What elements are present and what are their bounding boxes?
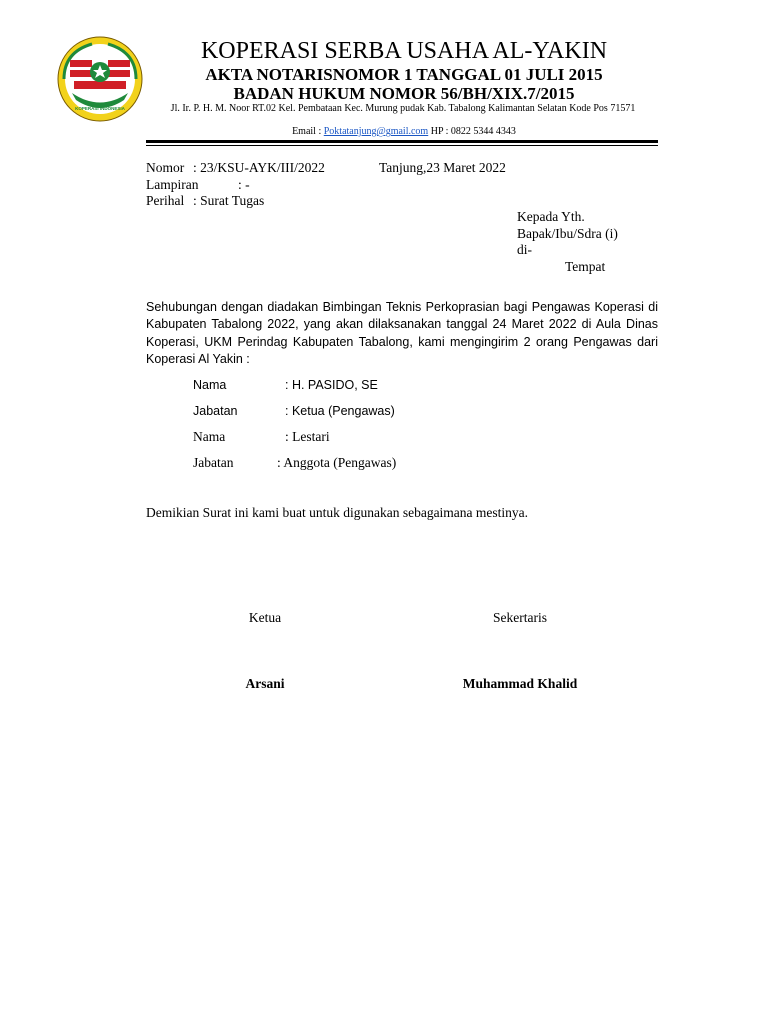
koperasi-logo xyxy=(52,36,148,122)
recipient-line-4: Tempat xyxy=(565,259,606,274)
badan-hukum-line: BADAN HUKUM NOMOR 56/BH/XIX.7/2015 xyxy=(233,84,575,103)
body-paragraph: Sehubungan dengan diadakan Bimbingan Teknis Perkoprasian bagi Pengawas Koperasi di Kabupaten Tabalong 2022, yang akan dilaksanakan tanggal 24 Maret 2022 di Aula Dinas Koperasi, UKM Perindag Kabupaten Tabalong, kami mengingirim 2 orang Pengawas dari Koperasi Al Yakin : xyxy=(146,300,658,366)
email-label: Email : xyxy=(292,126,324,137)
place-date: Tanjung,23 Maret 2022 xyxy=(379,160,506,175)
nomor-label: Nomor xyxy=(146,160,185,175)
recipient-line-3: di- xyxy=(517,242,532,257)
contact-line xyxy=(150,126,658,138)
person-value: : H. PASIDO, SE xyxy=(285,378,378,392)
signature-title-left: Ketua xyxy=(248,610,282,625)
perihal-label: Perihal xyxy=(146,193,185,208)
person-value: : Lestari xyxy=(285,429,330,444)
person-label: Jabatan xyxy=(193,455,234,470)
recipient-line-1: Kepada Yth. xyxy=(517,209,585,224)
akta-line: AKTA NOTARISNOMOR 1 TANGGAL 01 JULI 2015 xyxy=(205,65,603,84)
signature-name-right: Muhammad Khalid xyxy=(462,676,578,691)
closing-text: Demikian Surat ini kami buat untuk digunakan sebagaimana mestinya. xyxy=(146,505,529,520)
address-line: Jl. Ir. P. H. M. Noor RT.02 Kel. Pembataan Kec. Murung pudak Kab. Tabalong Kalimantan Selatan Kode Pos 71571 xyxy=(170,103,636,114)
signature-name-left: Arsani xyxy=(245,676,285,691)
header-rule-thin xyxy=(146,145,658,146)
person-label: Nama xyxy=(193,429,226,444)
email-link[interactable]: Poktatanjung@gmail.com xyxy=(323,126,429,137)
person-value: : Ketua (Pengawas) xyxy=(285,404,395,418)
lampiran-label: Lampiran xyxy=(146,177,199,192)
lampiran-value: : - xyxy=(238,177,250,192)
header-rule-thick xyxy=(146,140,658,143)
phone-text: HP : 0822 5344 4343 xyxy=(428,126,516,137)
person-label: Jabatan xyxy=(193,404,238,418)
signature-title-right: Sekertaris xyxy=(493,610,547,625)
perihal-value: : Surat Tugas xyxy=(193,193,265,208)
person-value: : Anggota (Pengawas) xyxy=(277,455,397,470)
nomor-value: : 23/KSU-AYK/III/2022 xyxy=(193,160,325,175)
org-name: KOPERASI SERBA USAHA AL-YAKIN xyxy=(200,38,608,64)
recipient-line-2: Bapak/Ibu/Sdra (i) xyxy=(517,226,618,241)
person-label: Nama xyxy=(193,378,227,392)
logo-text: KOPERASI INDONESIA xyxy=(75,106,125,111)
